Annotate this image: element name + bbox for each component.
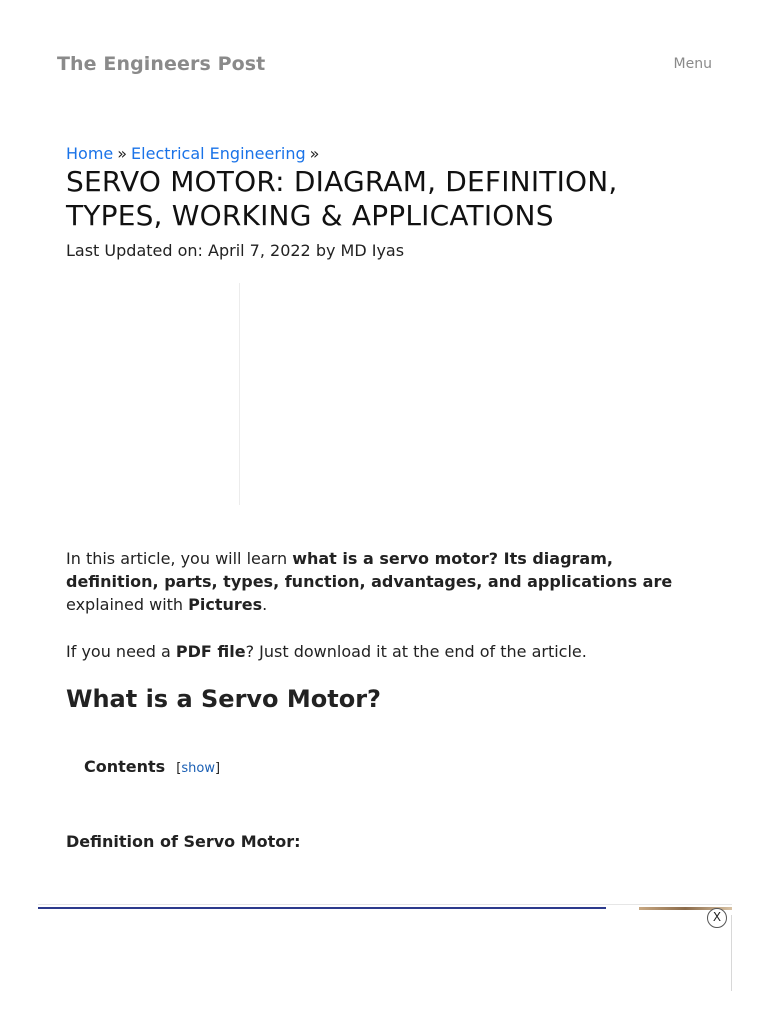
article-meta: Last Updated on: April 7, 2022 by MD Iyas (66, 241, 405, 260)
intro-bold-text: what is a servo motor? Its diagram, definition, parts, types, function, advantages, and applications are (66, 549, 673, 591)
section-heading: What is a Servo Motor? (66, 685, 381, 713)
toc-toggle (176, 761, 220, 776)
toc-bracket: [ (176, 761, 182, 776)
intro-text: . (262, 595, 268, 614)
toc-show-link[interactable]: show (181, 761, 215, 776)
toc-bracket: ] (214, 761, 221, 776)
ad-placeholder (239, 283, 240, 505)
intro-bold-text: Pictures (188, 595, 263, 614)
ad-divider (731, 915, 732, 991)
close-ad-button[interactable]: X (707, 908, 727, 928)
pdf-note-paragraph (66, 640, 686, 663)
pdf-note-bold-text: PDF file (175, 642, 246, 661)
toc-title: Contents (84, 757, 166, 776)
table-of-contents (84, 757, 220, 776)
site-title-link[interactable]: The Engineers Post (57, 53, 266, 75)
breadcrumb-separator: » (309, 144, 320, 163)
menu-button[interactable]: Menu (673, 56, 712, 72)
pdf-note-text: If you need a (66, 642, 176, 661)
breadcrumb-category-link[interactable]: Electrical Engineering (131, 144, 306, 163)
definition-subheading: Definition of Servo Motor: (66, 832, 301, 851)
intro-paragraph (66, 547, 686, 616)
page-title: SERVO MOTOR: DIAGRAM, DEFINITION, TYPES, WORKING & APPLICATIONS (66, 165, 618, 232)
breadcrumb-home-link[interactable]: Home (66, 144, 114, 163)
sticky-ad-banner[interactable] (38, 904, 732, 991)
breadcrumb-separator: » (117, 144, 128, 163)
ad-image-strip (38, 907, 606, 909)
pdf-note-text: ? Just download it at the end of the article. (245, 642, 587, 661)
intro-text: explained with (66, 595, 189, 614)
intro-text: In this article, you will learn (66, 549, 293, 568)
breadcrumb (66, 144, 323, 163)
